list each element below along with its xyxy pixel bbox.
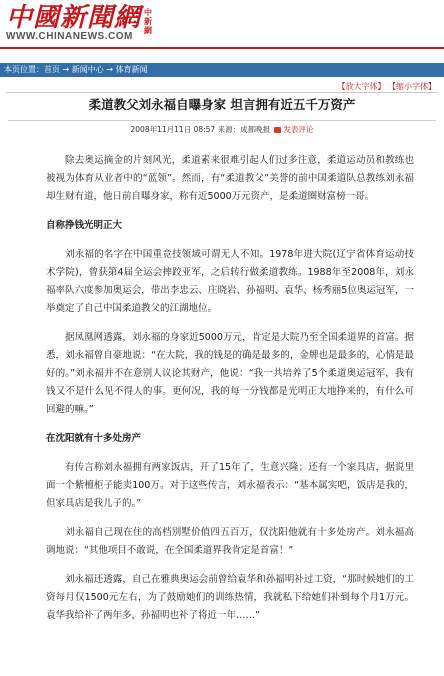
article-meta [0, 124, 444, 135]
site-header [0, 0, 444, 60]
divider [8, 120, 436, 121]
enlarge-font-link[interactable]: 【放大字体】 [337, 82, 386, 91]
divider [6, 92, 438, 93]
breadcrumb-item-home[interactable]: 首页 [44, 65, 60, 74]
article-paragraph: 刘永福自己现在住的高档别墅价值四五百万，仅沈阳他就有十多处房产。刘永福高调地说：“其他项目不敢说，在全国柔道界我肯定是首富！” [46, 527, 414, 556]
article-date: 2008年11月11日 08:57 [130, 125, 216, 134]
breadcrumb [0, 63, 444, 77]
article-subhead: 在沈阳就有十多处房产 [46, 433, 142, 444]
article-body [46, 152, 414, 636]
breadcrumb-item-news-center[interactable]: 新闻中心 [71, 65, 104, 74]
article-paragraph: 刘永福还透露，自己在雅典奥运会前曾给袁华和孙福明补过工资，“那时候她们的工资每月仅1500元左右，为了鼓励她们的训练热情，我就私下给她们补到每个月1万元。袁华我给补了两年多，孙福明也补了将近一年……” [46, 574, 414, 621]
article-title: 柔道教父刘永福自曝身家 坦言拥有近五千万资产 [88, 97, 356, 112]
article-paragraph: 有传言称刘永福拥有两家饭店，开了15年了，生意兴隆；还有一个家具店，据说里面一个紫檀柜子能卖100万。对于这些传言，刘永福表示：“基本属实吧，饭店是我的，但家具店是我儿子的。” [46, 462, 414, 509]
header-divider [0, 47, 444, 49]
article-paragraph: 除去奥运摘金的片刻风光，柔道素来很难引起人们过多注意，柔道运动员和教练也被视为体育从业者中的“蓝领”。然而，有“柔道教父”美誉的前中国柔道队总教练刘永福却生财有道，他日前自曝身家，称有近5000万元资产，是柔道圈财富榜一哥。 [46, 155, 414, 202]
article-paragraph: 刘永福的名字在中国重竞技领域可谓无人不知。1978年进大院(辽宁省体育运动技术学院)，曾获第4届全运会摔跤亚军，之后转行做柔道教练。1988年至2008年，刘永福率队六度参加奥运会，带出李忠云、庄晓岩、孙福明、袁华、杨秀丽5位奥运冠军，一举奠定了自己中国柔道教父的江湖地位。 [46, 249, 414, 314]
logo-small-text [144, 8, 152, 35]
breadcrumb-prefix: 本页位置： [4, 65, 44, 74]
site-url: WWW.CHINANEWS.COM [6, 31, 133, 42]
breadcrumb-separator: → [60, 65, 72, 74]
logo-small-char: 新 [144, 17, 153, 26]
comment-icon [274, 127, 281, 133]
shrink-font-link[interactable]: 【缩小字体】 [388, 82, 436, 91]
breadcrumb-item-sports-news[interactable]: 体育新闻 [115, 65, 148, 74]
article-subhead: 自称挣钱光明正大 [46, 220, 123, 231]
breadcrumb-separator: → [103, 65, 116, 74]
font-size-controls [337, 81, 436, 92]
logo-small-char: 網 [144, 26, 153, 35]
article-source: 来源：成都晚报 [217, 125, 271, 134]
article-paragraph: 据凤凰网透露，刘永福的身家近5000万元，肯定是大院乃至全国柔道界的首富。据悉，刘永福曾自豪地说：“在大院，我的钱是的确是最多的，金牌也是最多的，心情是最好的。”刘永福并不在意别人议论其财产，他说：“我一共培养了5个柔道奥运冠军，我有钱又不是什么见不得人的事。更何况，我的每一分钱都是光明正大地挣来的，有什么可回避的嘛。” [46, 332, 414, 415]
logo-text: 中國新聞網 [6, 3, 142, 33]
post-comment-link[interactable]: 发表评论 [283, 125, 314, 134]
logo-small-char: 中 [144, 8, 153, 17]
